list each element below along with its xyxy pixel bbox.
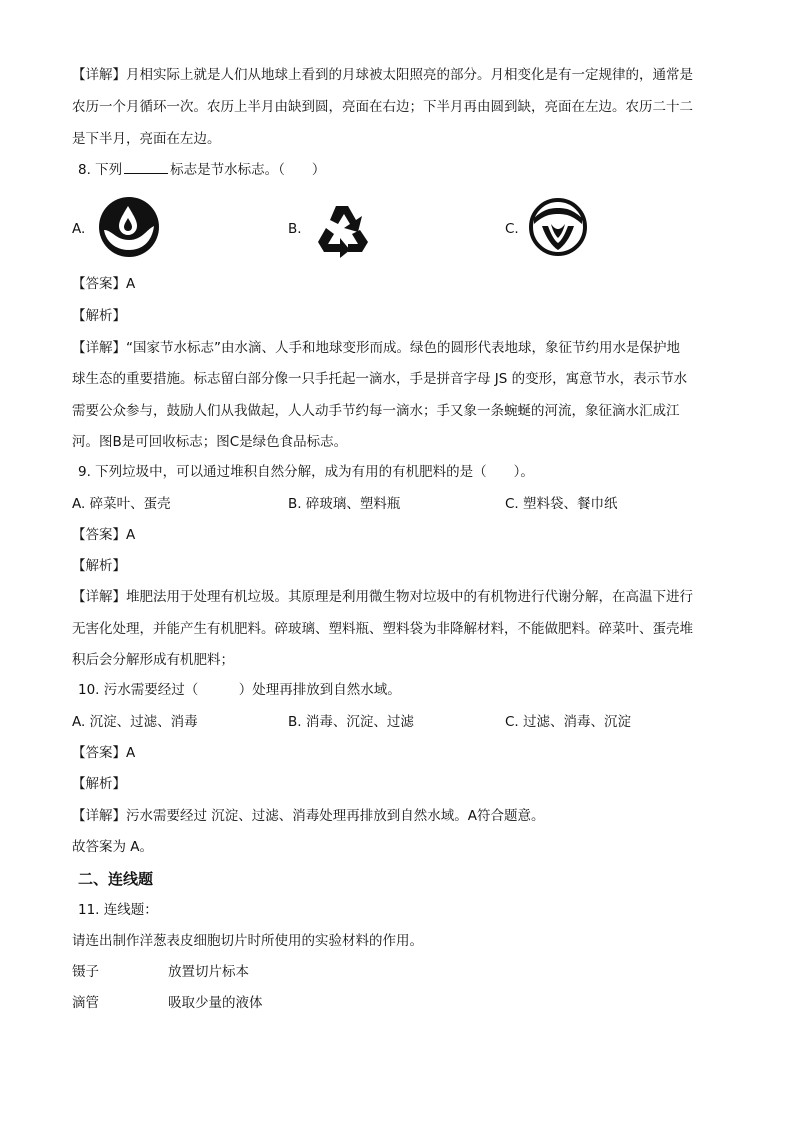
explain-line-3: 是下半月，亮面在左边。 — [72, 131, 221, 147]
question-8-analysis-label: 【解析】 — [72, 308, 126, 324]
question-11-stem: 11. 连线题： — [78, 902, 158, 918]
question-9-option-a: A. 碎菜叶、蛋壳 — [72, 496, 171, 512]
question-10-stem: 10. 污水需要经过（ ）处理再排放到自然水域。 — [78, 682, 401, 698]
question-8-prefix: 8. 下列 — [78, 162, 123, 178]
question-10-answer: 【答案】A — [72, 745, 136, 761]
recycling-logo-icon — [314, 202, 374, 262]
question-10-detail-1: 【详解】污水需要经过 沉淀、过滤、消毒处理再排放到自然水域。A符合题意。 — [72, 808, 545, 824]
question-8-answer: 【答案】A — [72, 276, 136, 292]
question-10-option-b: B. 消毒、沉淀、过滤 — [288, 714, 414, 730]
match-right-item: 放置切片标本 — [168, 964, 249, 980]
question-8-detail-2: 球生态的重要措施。标志留白部分像一只手托起一滴水，手是拼音字母 JS 的变形，寓意节水，表示节水 — [72, 371, 688, 387]
question-8-suffix: 标志是节水标志。（ ） — [170, 162, 326, 178]
match-right-item: 吸取少量的液体 — [168, 995, 263, 1011]
question-9-stem: 9. 下列垃圾中，可以通过堆积自然分解，成为有用的有机肥料的是（ ）。 — [78, 464, 534, 480]
question-9-option-c: C. 塑料袋、餐巾纸 — [505, 496, 618, 512]
water-saving-logo-icon — [98, 196, 160, 262]
answer-blank — [124, 161, 168, 174]
question-8-detail-4: 河。图B是可回收标志；图C是绿色食品标志。 — [72, 434, 348, 450]
question-9-answer: 【答案】A — [72, 527, 136, 543]
explain-line-1: 【详解】月相实际上就是人们从地球上看到的月球被太阳照亮的部分。月相变化是有一定规律的，通常是 — [72, 67, 693, 83]
option-a-letter: A. — [72, 221, 86, 237]
match-left-item: 镊子 — [72, 964, 99, 980]
question-9-analysis-label: 【解析】 — [72, 558, 126, 574]
question-10-conclusion: 故答案为 A。 — [72, 839, 154, 855]
explain-line-2: 农历一个月循环一次。农历上半月由缺到圆，亮面在右边；下半月再由圆到缺，亮面在左边。农历二十二 — [72, 99, 693, 115]
option-c-letter: C. — [505, 221, 519, 237]
question-8-detail-3: 需要公众参与，鼓励人们从我做起，人人动手节约每一滴水；手又象一条蜿蜒的河流，象征滴水汇成江 — [72, 403, 680, 419]
match-left-item: 滴管 — [72, 995, 99, 1011]
question-9-detail-1: 【详解】堆肥法用于处理有机垃圾。其原理是利用微生物对垃圾中的有机物进行代谢分解，在高温下进行 — [72, 589, 693, 605]
section-heading: 二、连线题 — [78, 870, 154, 888]
question-8-stem — [78, 160, 325, 180]
question-10-analysis-label: 【解析】 — [72, 776, 126, 792]
question-9-detail-2: 无害化处理，并能产生有机肥料。碎玻璃、塑料瓶、塑料袋为非降解材料，不能做肥料。碎菜叶、蛋壳堆 — [72, 621, 693, 637]
question-9-detail-3: 积后会分解形成有机肥料； — [72, 652, 234, 668]
question-10-option-c: C. 过滤、消毒、沉淀 — [505, 714, 632, 730]
option-b-letter: B. — [288, 221, 302, 237]
question-11-instruction: 请连出制作洋葱表皮细胞切片时所使用的实验材料的作用。 — [72, 933, 423, 949]
green-food-logo-icon — [529, 198, 587, 260]
question-9-option-b: B. 碎玻璃、塑料瓶 — [288, 496, 401, 512]
question-10-option-a: A. 沉淀、过滤、消毒 — [72, 714, 198, 730]
question-8-detail-1: 【详解】“国家节水标志”由水滴、人手和地球变形而成。绿色的圆形代表地球，象征节约用水是保护地 — [72, 340, 680, 356]
